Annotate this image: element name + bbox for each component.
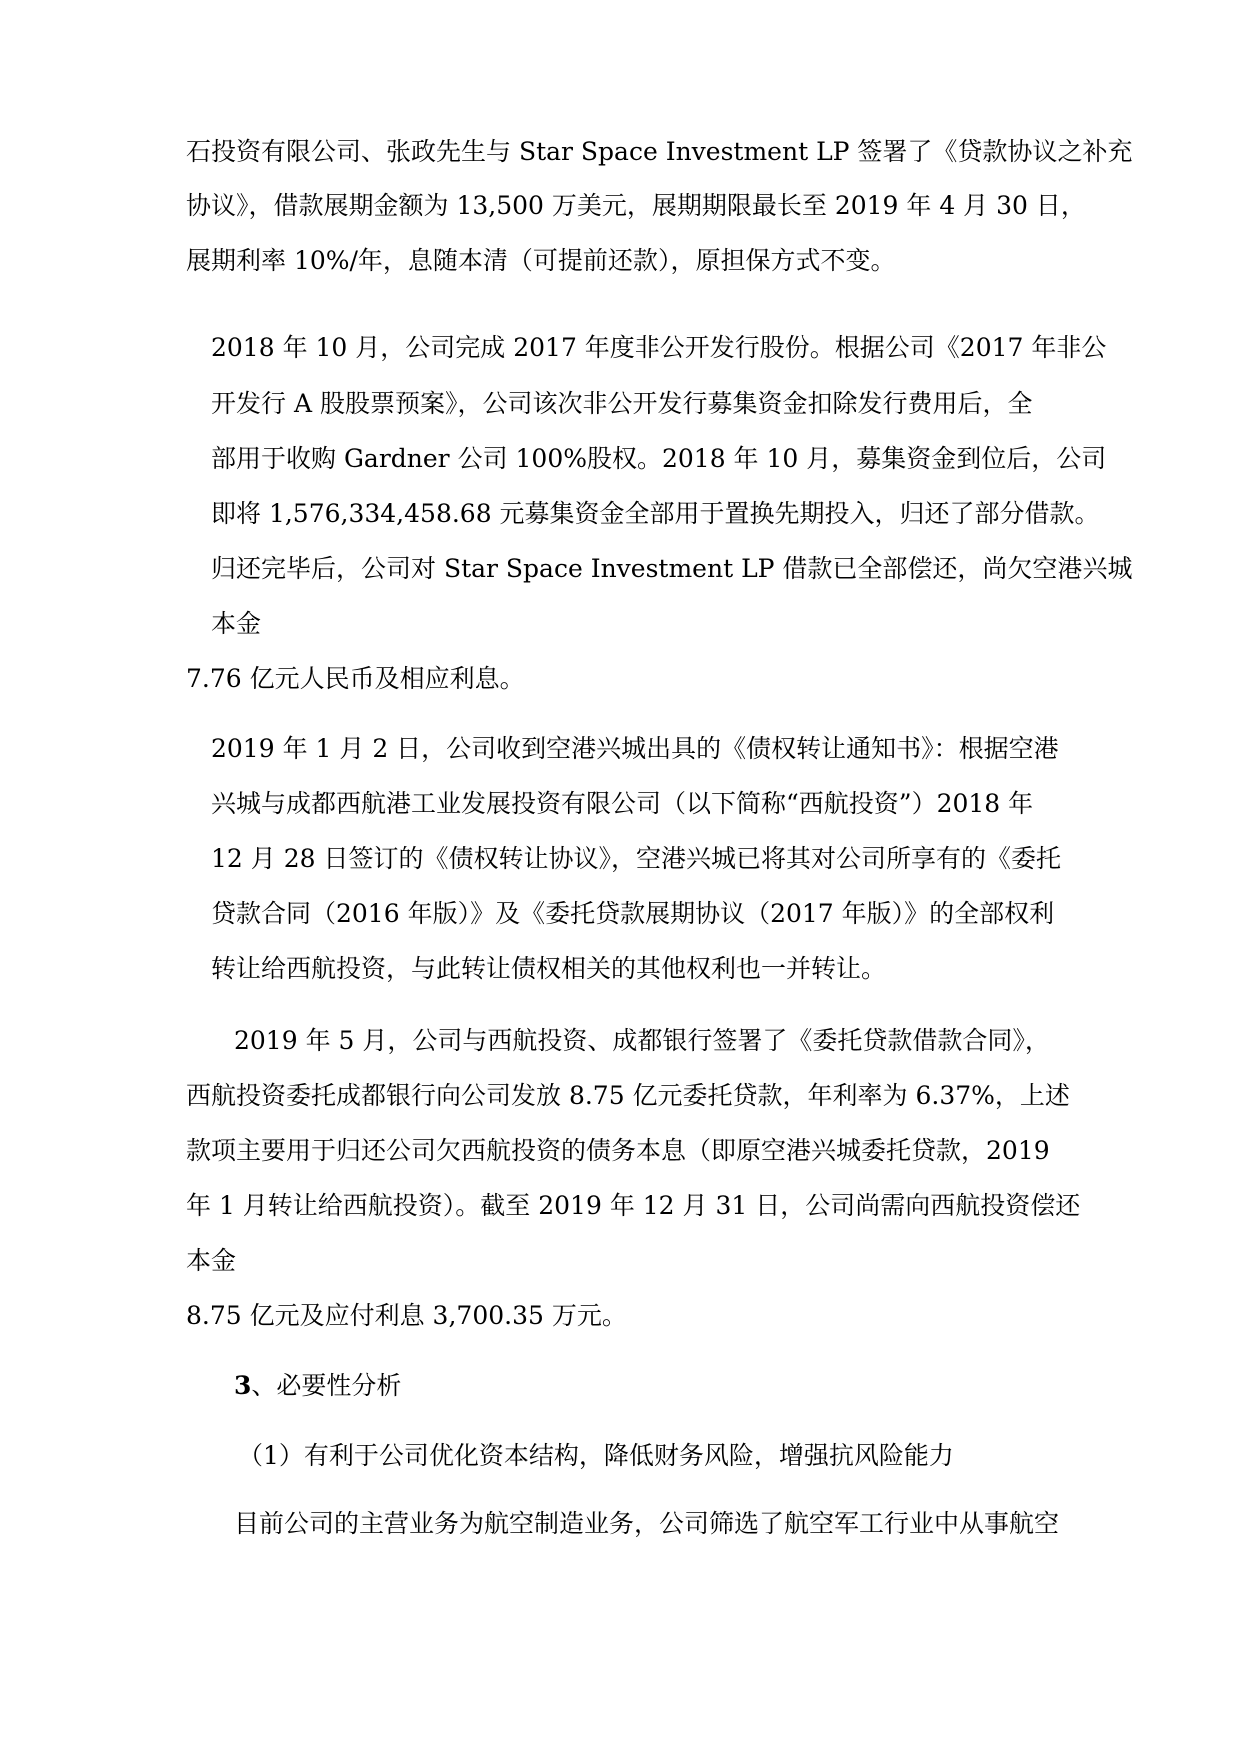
para2-line-4: 即将 1,576,334,458.68 元募集资金全部用于置换先期投入，归还了部分借款。 [211, 499, 1100, 528]
para3-line-2: 兴城与成都西航港工业发展投资有限公司（以下简称“西航投资”）2018 年 [211, 789, 1034, 818]
para2-line-2: 开发行 A 股股票预案》，公司该次非公开发行募集资金扣除发行费用后，全 [211, 389, 1033, 418]
section-heading [234, 1370, 401, 1402]
para4-line-3: 款项主要用于归还公司欠西航投资的债务本息（即原空港兴城委托贷款，2019 [186, 1136, 1050, 1165]
para1-line-3: 展期利率 10%/年，息随本清（可提前还款），原担保方式不变。 [186, 246, 896, 275]
para3-line-5: 转让给西航投资，与此转让债权相关的其他权利也一并转让。 [211, 954, 887, 983]
para2-line-7: 7.76 亿元人民币及相应利息。 [186, 664, 525, 693]
section-number: 3 [234, 1371, 252, 1400]
para4-line-2: 西航投资委托成都银行向公司发放 8.75 亿元委托贷款，年利率为 6.37%，上述 [186, 1081, 1070, 1110]
para2-line-5: 归还完毕后，公司对 Star Space Investment LP 借款已全部偿还，尚欠空港兴城 [211, 554, 1133, 583]
para2-line-3: 部用于收购 Gardner 公司 100%股权。2018 年 10 月，募集资金到位后，公司 [211, 444, 1107, 473]
para1-line-1: 石投资有限公司、张政先生与 Star Space Investment LP 签署了《贷款协议之补充 [186, 137, 1133, 166]
para3-line-4: 贷款合同（2016 年版）》及《委托贷款展期协议（2017 年版）》的全部权利 [211, 899, 1055, 928]
para2-line-6: 本金 [211, 609, 262, 638]
subsection-heading: （1）有利于公司优化资本结构，降低财务风险，增强抗风险能力 [238, 1441, 954, 1470]
para1-line-2: 协议》，借款展期金额为 13,500 万美元，展期期限最长至 2019 年 4 月 30 日， [186, 191, 1086, 220]
para4-line-6: 8.75 亿元及应付利息 3,700.35 万元。 [186, 1301, 627, 1330]
para4-line-4: 年 1 月转让给西航投资）。截至 2019 年 12 月 31 日，公司尚需向西航投资偿还 [186, 1191, 1081, 1220]
para4-line-5: 本金 [186, 1246, 237, 1275]
para3-line-3: 12 月 28 日签订的《债权转让协议》，空港兴城已将其对公司所享有的《委托 [211, 844, 1061, 873]
para5-line-1: 目前公司的主营业务为航空制造业务，公司筛选了航空军工行业中从事航空 [234, 1509, 1060, 1538]
para2-line-1: 2018 年 10 月，公司完成 2017 年度非公开发行股份。根据公司《2017 年非公 [211, 333, 1107, 362]
para4-line-1: 2019 年 5 月，公司与西航投资、成都银行签署了《委托贷款借款合同》， [234, 1026, 1050, 1055]
para3-line-1: 2019 年 1 月 2 日，公司收到空港兴城出具的《债权转让通知书》：根据空港 [211, 734, 1059, 763]
section-title: 、必要性分析 [251, 1371, 402, 1400]
